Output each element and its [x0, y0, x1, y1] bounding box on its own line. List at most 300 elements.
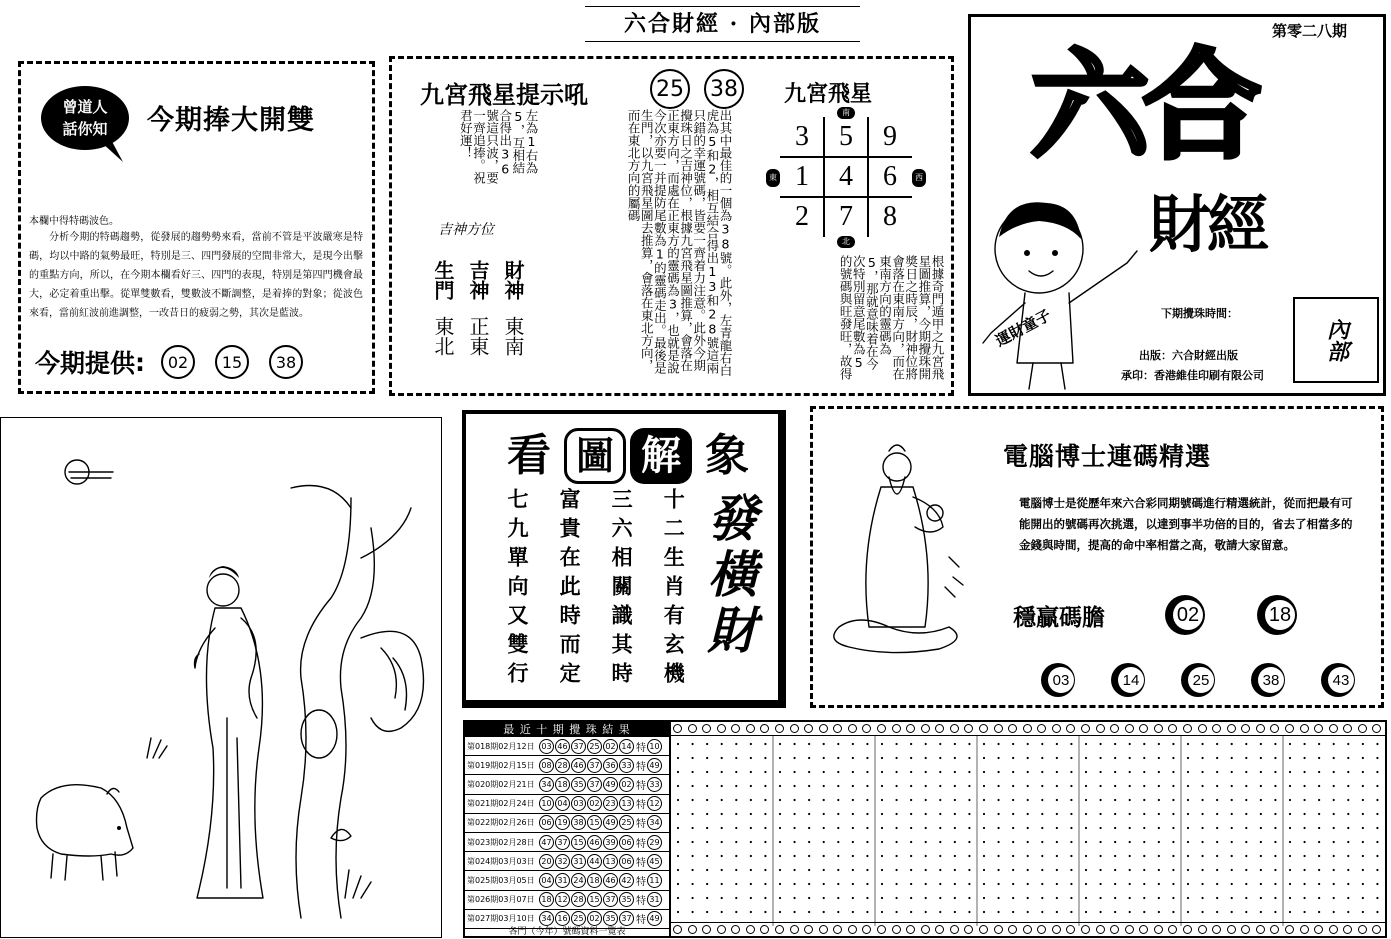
special-label: 特 — [636, 780, 646, 792]
grid-dot — [925, 743, 927, 745]
nine-star-panel — [389, 56, 954, 396]
grid-dot — [1041, 911, 1043, 913]
table-row — [465, 871, 669, 890]
number-marker-icon — [1285, 925, 1294, 934]
number-marker-icon — [1023, 925, 1032, 934]
number-marker-icon — [1256, 724, 1265, 733]
grid-dot — [1070, 757, 1072, 759]
number-marker-icon — [1212, 724, 1221, 733]
grid-dot — [1318, 827, 1320, 829]
god-direction: 東北 — [431, 316, 455, 356]
grid-dot — [866, 827, 868, 829]
grid-dot — [1158, 841, 1160, 843]
grid-dot — [852, 799, 854, 801]
grid-dot — [1289, 813, 1291, 815]
grid-dot — [881, 911, 883, 913]
grid-dot — [1260, 813, 1262, 815]
number-marker-icon — [1270, 925, 1279, 934]
result-number: 25 — [587, 739, 602, 754]
special-number: 11 — [647, 873, 662, 888]
grid-dot — [1070, 799, 1072, 801]
computer-panel — [810, 406, 1384, 708]
grid-dot — [1318, 743, 1320, 745]
grid-dot — [1187, 827, 1189, 829]
number-marker-icon — [1358, 925, 1367, 934]
number-marker-icon — [1314, 925, 1323, 934]
grid-dot — [1216, 911, 1218, 913]
grid-dot — [925, 855, 927, 857]
result-number: 03 — [571, 796, 586, 811]
grid-dot — [1041, 883, 1043, 885]
grid-dot — [1274, 869, 1276, 871]
number-marker-icon — [1343, 724, 1352, 733]
grid-dot — [1056, 827, 1058, 829]
number-marker-icon — [1329, 724, 1338, 733]
grid-dot — [1303, 841, 1305, 843]
speech-bubble — [39, 84, 131, 156]
grid-dot — [677, 869, 679, 871]
grid-dot — [750, 827, 752, 829]
grid-dot — [1245, 869, 1247, 871]
poem-column: 富貴在此時而定 — [557, 488, 583, 691]
grid-dot — [764, 743, 766, 745]
nine-star-grid — [780, 117, 912, 237]
grid-dot — [1027, 743, 1029, 745]
grid-dot — [1303, 799, 1305, 801]
grid-dot — [910, 911, 912, 913]
grid-dot — [1041, 841, 1043, 843]
grid-dot — [677, 771, 679, 773]
grid-dot — [1303, 771, 1305, 773]
grid-dot — [1245, 855, 1247, 857]
grid-dot — [677, 785, 679, 787]
grid-dot — [1187, 883, 1189, 885]
grid-dot — [837, 743, 839, 745]
grid-dot — [1303, 757, 1305, 759]
grid-dot — [1289, 785, 1291, 787]
vertical-text-right: 根據奇門遁甲之九宮飛星圖推算，今期攪珠開獎日之時辰，財神位將會落在東南方向，而在東南方向的靈碼為5，那就意味着在今次特別留意尾數為5的號碼與旺發旺，故得 — [838, 255, 945, 380]
grid-dot — [1347, 743, 1349, 745]
special-number: 31 — [647, 892, 662, 907]
grid-dot — [939, 855, 941, 857]
grid-dot — [1143, 869, 1145, 871]
grid-dot — [1274, 827, 1276, 829]
grid-dot — [881, 841, 883, 843]
grid-dot — [1376, 883, 1378, 885]
number-marker-icon — [1066, 724, 1075, 733]
grid-dot — [954, 855, 956, 857]
grid-dot — [1099, 897, 1101, 899]
grid-dot — [895, 855, 897, 857]
god-name: 財神 — [501, 260, 525, 300]
grid-dot — [1129, 841, 1131, 843]
grid-dot — [779, 911, 781, 913]
grid-dot — [808, 813, 810, 815]
grid-dot — [1201, 827, 1203, 829]
riddle-title-char: 解 — [630, 428, 692, 484]
grid-dot — [1289, 869, 1291, 871]
grid-dot — [1158, 855, 1160, 857]
grid-dot — [954, 743, 956, 745]
grid-dot — [1172, 757, 1174, 759]
grid-dot — [1041, 855, 1043, 857]
grid-dot — [1201, 897, 1203, 899]
grid-dot — [1362, 771, 1364, 773]
grid-dot — [1143, 911, 1145, 913]
grid-dot — [793, 855, 795, 857]
grid-dot — [735, 855, 737, 857]
grid-dot — [939, 799, 941, 801]
number-marker-icon — [673, 724, 682, 733]
grid-dot — [1085, 799, 1087, 801]
grid-dot — [1318, 771, 1320, 773]
grid-dot — [1114, 785, 1116, 787]
grid-dot — [925, 757, 927, 759]
provide-row — [35, 344, 303, 380]
grid-dot — [1085, 841, 1087, 843]
bubble-line-1: 曾道人 — [62, 98, 108, 116]
grid-dot — [852, 771, 854, 773]
vertical-text-middle: 出其中最佳的一個為38號。此外，左青龍右白虎為5和2，相互結合得出13和28號這兩只錯的幸運號碼，皆要一齊着力注意。此外今期攪珠日之吉神位，根據九宮飛星圖推算，會落在正東方向，而處在正東方的靈碼為3，也就是說今次亦要一并提防尾數為1的靈碼走出。最後是生門，以九宮飛星圖去推算，會落在東北方向，而在東北方向的屬碼 — [626, 109, 733, 377]
grid-dot — [1027, 827, 1029, 829]
result-number: 04 — [555, 796, 570, 811]
grid-dot — [1289, 757, 1291, 759]
grid-dot — [1347, 785, 1349, 787]
grid-dot — [983, 841, 985, 843]
grid-dot — [837, 897, 839, 899]
grid-dot — [750, 911, 752, 913]
grid-dot — [1376, 799, 1378, 801]
grid-dot — [968, 813, 970, 815]
grid-dot — [1143, 883, 1145, 885]
number-marker-icon — [950, 724, 959, 733]
grid-dot — [1085, 855, 1087, 857]
title-number-2: 38 — [704, 69, 744, 109]
grid-dot — [1318, 785, 1320, 787]
grid-dot — [866, 813, 868, 815]
results-table — [463, 720, 671, 938]
grid-dot — [925, 785, 927, 787]
grid-dot — [1216, 855, 1218, 857]
grid-dot — [1245, 827, 1247, 829]
grid-dot — [1129, 757, 1131, 759]
grid-dot — [677, 799, 679, 801]
grid-dot — [1187, 813, 1189, 815]
grid-dot — [1085, 785, 1087, 787]
special-label: 特 — [636, 896, 646, 908]
grid-dot — [1172, 855, 1174, 857]
grid-dot — [1303, 883, 1305, 885]
grid-dot — [1201, 799, 1203, 801]
grid-dot — [1099, 743, 1101, 745]
grid-dot — [808, 897, 810, 899]
grid-dot — [1333, 743, 1335, 745]
grid-dot — [997, 911, 999, 913]
number-marker-icon — [1270, 724, 1279, 733]
grid-dot — [910, 855, 912, 857]
number-marker-icon — [702, 925, 711, 934]
number-marker-icon — [1372, 724, 1381, 733]
grid-dot — [1085, 883, 1087, 885]
number-marker-icon — [892, 724, 901, 733]
grid-dot — [1099, 883, 1101, 885]
grid-dot — [1362, 785, 1364, 787]
grid-dot — [1114, 869, 1116, 871]
result-number: 25 — [619, 815, 634, 830]
grid-dot — [1216, 813, 1218, 815]
grid-dot — [1303, 827, 1305, 829]
grid-dot — [1172, 785, 1174, 787]
number-marker-icon — [760, 724, 769, 733]
grid-dot — [691, 785, 693, 787]
grid-dot — [1201, 855, 1203, 857]
grid-dot — [968, 785, 970, 787]
grid-dot — [1333, 897, 1335, 899]
grid-dot — [881, 897, 883, 899]
special-label: 特 — [636, 838, 646, 850]
grid-dot — [866, 911, 868, 913]
grid-dot — [1027, 869, 1029, 871]
grid-dot — [677, 813, 679, 815]
grid-label-right: 西 — [912, 169, 926, 187]
grid-dot — [895, 757, 897, 759]
dot-chart-footer — [671, 922, 1385, 936]
grid-dot — [968, 757, 970, 759]
special-number: 33 — [647, 777, 662, 792]
grid-dot — [1027, 883, 1029, 885]
grid-cell: 7 — [839, 201, 853, 232]
special-label: 特 — [636, 819, 646, 831]
grid-dot — [1027, 897, 1029, 899]
grid-dot — [1216, 827, 1218, 829]
grid-dot — [837, 869, 839, 871]
result-number: 36 — [603, 758, 618, 773]
number-marker-icon — [833, 925, 842, 934]
grid-dot — [779, 813, 781, 815]
stable-number-2-text: 18 — [1265, 600, 1295, 630]
grid-dot — [1347, 869, 1349, 871]
grid-dot — [852, 911, 854, 913]
grid-dot — [823, 911, 825, 913]
grid-dot — [1056, 743, 1058, 745]
result-number: 38 — [571, 815, 586, 830]
grid-dot — [677, 883, 679, 885]
grid-dot — [954, 911, 956, 913]
grid-dot — [1303, 855, 1305, 857]
grid-dot — [721, 869, 723, 871]
grid-dot — [779, 897, 781, 899]
grid-dot — [1158, 911, 1160, 913]
provide-colon: : — [135, 347, 146, 377]
grid-dot — [706, 883, 708, 885]
grid-dot — [750, 841, 752, 843]
grid-dot — [677, 911, 679, 913]
number-marker-icon — [1125, 925, 1134, 934]
grid-dot — [1231, 855, 1233, 857]
grid-dot — [1070, 897, 1072, 899]
grid-dot — [823, 813, 825, 815]
period-label: 第023期02月28日 — [467, 837, 535, 847]
grid-dot — [895, 785, 897, 787]
printer: 承印：香港維佳印刷有限公司 — [1121, 369, 1264, 382]
grid-dot — [954, 785, 956, 787]
number-marker-icon — [964, 724, 973, 733]
grid-dot — [910, 813, 912, 815]
grid-dot — [691, 827, 693, 829]
grid-dot — [1041, 813, 1043, 815]
grid-dot — [735, 869, 737, 871]
grid-dot — [779, 771, 781, 773]
grid-dot — [764, 897, 766, 899]
grid-dot — [1376, 785, 1378, 787]
grid-dot — [721, 897, 723, 899]
result-number: 37 — [603, 892, 618, 907]
grid-dot — [1085, 757, 1087, 759]
grid-dot — [1216, 785, 1218, 787]
number-marker-icon — [921, 724, 930, 733]
grid-dot — [910, 771, 912, 773]
grid-dot — [852, 897, 854, 899]
result-number: 18 — [539, 892, 554, 907]
number-marker-icon — [892, 925, 901, 934]
grid-dot — [1216, 771, 1218, 773]
grid-dot — [954, 883, 956, 885]
grid-dot — [677, 757, 679, 759]
riddle-slogan: 發橫財 — [699, 492, 759, 660]
special-number: 49 — [647, 911, 662, 926]
grid-dot — [1260, 799, 1262, 801]
grid-dot — [968, 883, 970, 885]
grid-dot — [983, 757, 985, 759]
result-number: 15 — [571, 835, 586, 850]
special-number: 29 — [647, 835, 662, 850]
grid-dot — [1012, 813, 1014, 815]
grid-dot — [1245, 841, 1247, 843]
illustration-lady-pig — [1, 418, 441, 937]
provide-number-3: 38 — [269, 345, 303, 379]
grid-dot — [1289, 911, 1291, 913]
grid-dot — [939, 869, 941, 871]
provide-number-2: 15 — [215, 345, 249, 379]
grid-dot — [808, 743, 810, 745]
number-marker-icon — [688, 925, 697, 934]
grid-dot — [968, 911, 970, 913]
period-label: 第021期02月24日 — [467, 799, 535, 809]
grid-dot — [1070, 813, 1072, 815]
grid-dot — [1362, 897, 1364, 899]
grid-dot — [997, 757, 999, 759]
grid-dot — [997, 869, 999, 871]
number-marker-icon — [775, 925, 784, 934]
grid-dot — [750, 813, 752, 815]
grid-dot — [1158, 785, 1160, 787]
grid-dot — [1231, 813, 1233, 815]
grid-dot — [939, 897, 941, 899]
provide-label: 今期提供 — [35, 349, 136, 378]
grid-dot — [1172, 869, 1174, 871]
number-marker-icon — [1154, 925, 1163, 934]
grid-dot — [706, 743, 708, 745]
grid-dot — [1187, 799, 1189, 801]
grid-dot — [1070, 785, 1072, 787]
number-marker-icon — [790, 724, 799, 733]
grid-dot — [939, 743, 941, 745]
grid-dot — [1318, 855, 1320, 857]
result-number: 46 — [571, 758, 586, 773]
grid-dot — [691, 743, 693, 745]
god-name: 吉神 — [466, 260, 490, 300]
grid-dot — [997, 813, 999, 815]
grid-dot — [793, 771, 795, 773]
grid-dot — [1333, 771, 1335, 773]
grid-dot — [1231, 827, 1233, 829]
grid-dot — [925, 799, 927, 801]
grid-dot — [1012, 897, 1014, 899]
god-name: 生門 — [431, 260, 455, 300]
grid-dot — [735, 785, 737, 787]
grid-dot — [852, 785, 854, 787]
grid-label-bottom: 北 — [837, 236, 855, 248]
grid-dot — [1347, 757, 1349, 759]
grid-dot — [983, 827, 985, 829]
grid-dot — [1201, 771, 1203, 773]
result-number: 46 — [587, 835, 602, 850]
grid-dot — [925, 813, 927, 815]
grid-dot — [881, 869, 883, 871]
title-number-1: 25 — [650, 69, 690, 109]
grid-dot — [1172, 799, 1174, 801]
grid-dot — [750, 799, 752, 801]
grid-dot — [1347, 813, 1349, 815]
number-marker-icon — [1008, 925, 1017, 934]
number-marker-icon — [1183, 925, 1192, 934]
grid-dot — [1376, 771, 1378, 773]
grid-dot — [1362, 855, 1364, 857]
logo-small: 財經 — [1149, 188, 1266, 261]
number-marker-icon — [1110, 925, 1119, 934]
grid-dot — [706, 813, 708, 815]
grid-dot — [1245, 813, 1247, 815]
grid-dot — [866, 785, 868, 787]
result-number: 23 — [603, 796, 618, 811]
grid-dot — [1260, 855, 1262, 857]
grid-dot — [1070, 855, 1072, 857]
grid-dot — [1201, 911, 1203, 913]
grid-dot — [764, 869, 766, 871]
period-label: 第026期03月07日 — [467, 895, 535, 905]
grid-dot — [852, 827, 854, 829]
issue-number: 第零二八期 — [1272, 22, 1348, 40]
grid-dot — [1376, 757, 1378, 759]
number-marker-icon — [790, 925, 799, 934]
masthead-title: 六合財經 · 內部版 — [624, 11, 821, 37]
stable-number-2 — [1257, 595, 1297, 635]
result-number: 24 — [571, 873, 586, 888]
special-number: 12 — [647, 796, 662, 811]
grid-dot — [1012, 869, 1014, 871]
grid-dot — [939, 757, 941, 759]
table-row — [465, 756, 669, 775]
number-marker-icon — [862, 925, 871, 934]
dot-chart — [671, 720, 1387, 938]
grid-dot — [1347, 827, 1349, 829]
grid-dot — [677, 897, 679, 899]
special-label: 特 — [636, 800, 646, 812]
grid-dot — [1027, 813, 1029, 815]
period-label: 第022期02月26日 — [467, 818, 535, 828]
grid-dot — [793, 911, 795, 913]
grid-dot — [823, 799, 825, 801]
